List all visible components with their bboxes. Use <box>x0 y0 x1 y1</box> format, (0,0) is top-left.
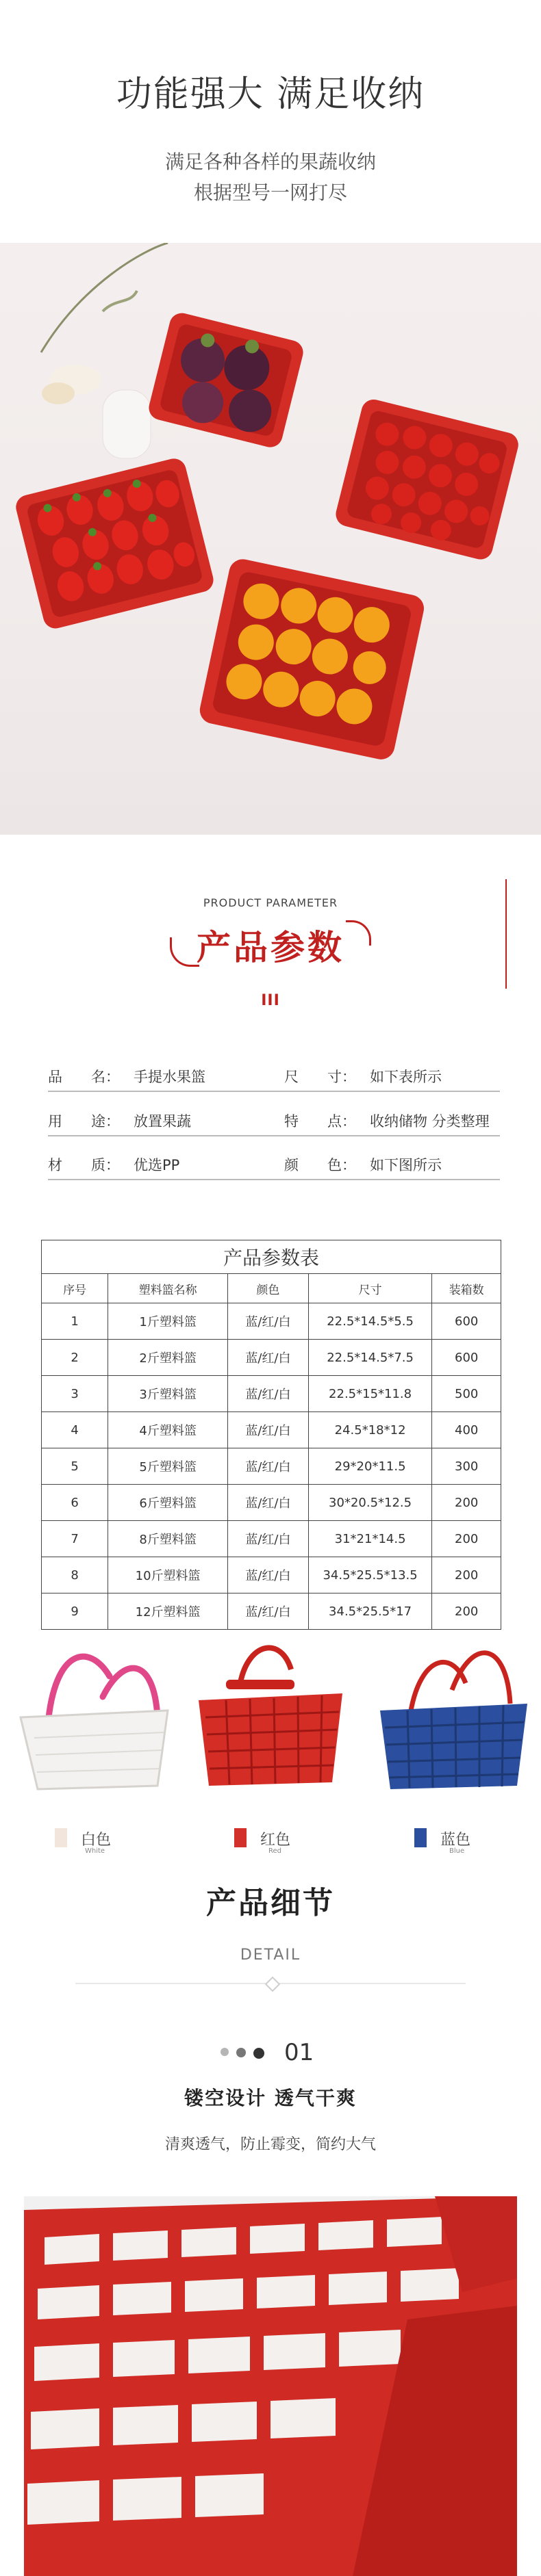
table-cell: 12斤塑料篮 <box>108 1593 228 1630</box>
spec-value: 优选PP <box>134 1157 180 1173</box>
table-cell: 1 <box>42 1303 108 1340</box>
color-swatch-white <box>55 1828 67 1847</box>
table-cell: 24.5*18*12 <box>308 1412 432 1448</box>
feature-dot-2 <box>236 2048 246 2057</box>
color-label-red: 红色 <box>260 1832 291 1849</box>
feature-dot-3 <box>253 2048 264 2059</box>
spec-key: 颜 色： <box>284 1157 356 1173</box>
table-cell: 200 <box>432 1593 501 1630</box>
table-cell: 600 <box>432 1303 501 1340</box>
table-row <box>42 1412 501 1448</box>
table-cell: 8斤塑料篮 <box>108 1521 228 1557</box>
table-cell: 8 <box>42 1557 108 1593</box>
table-header-cell: 序号 <box>42 1274 108 1303</box>
table-cell: 蓝/红/白 <box>228 1340 309 1376</box>
spec-value: 收纳储物 分类整理 <box>370 1113 490 1130</box>
table-cell: 6 <box>42 1485 108 1521</box>
feature-description: 清爽透气，防止霉变，简约大气 <box>164 2136 376 2153</box>
spec-row-material <box>48 1147 500 1180</box>
basket-closeup-illustration <box>24 2196 517 2576</box>
table-cell: 22.5*15*11.8 <box>308 1376 432 1412</box>
table-cell: 蓝/红/白 <box>228 1521 309 1557</box>
hero-subtitle-2: 根据型号一网打尽 <box>193 181 347 204</box>
table-cell: 22.5*14.5*7.5 <box>308 1340 432 1376</box>
hero-title: 功能强大 满足收纳 <box>116 74 425 115</box>
detail-divider-dot <box>265 1977 281 1992</box>
table-cell: 30*20.5*12.5 <box>308 1485 432 1521</box>
table-cell: 3 <box>42 1376 108 1412</box>
parameter-table <box>41 1240 501 1630</box>
fruit-baskets-illustration <box>0 243 541 835</box>
basket-color-variants <box>0 1635 541 1799</box>
table-cell: 2斤塑料篮 <box>108 1340 228 1376</box>
heading-decor-line <box>505 879 507 989</box>
table-cell: 蓝/红/白 <box>228 1557 309 1593</box>
spec-key: 尺 寸： <box>284 1069 356 1085</box>
table-cell: 6斤塑料篮 <box>108 1485 228 1521</box>
color-label-blue-en: Blue <box>449 1847 465 1855</box>
table-cell: 蓝/红/白 <box>228 1412 309 1448</box>
table-cell: 蓝/红/白 <box>228 1485 309 1521</box>
feature-title: 镂空设计 透气干爽 <box>184 2087 357 2109</box>
table-cell: 5 <box>42 1448 108 1485</box>
table-row <box>42 1340 501 1376</box>
table-cell: 29*20*11.5 <box>308 1448 432 1485</box>
hero-section <box>0 0 541 835</box>
table-cell: 蓝/红/白 <box>228 1593 309 1630</box>
table-cell: 34.5*25.5*17 <box>308 1593 432 1630</box>
spec-value: 如下表所示 <box>370 1069 442 1085</box>
color-label-white: 白色 <box>81 1832 112 1849</box>
color-swatch-blue <box>414 1828 427 1847</box>
color-swatch-red <box>234 1828 247 1847</box>
table-cell: 9 <box>42 1593 108 1630</box>
color-label-red-en: Red <box>268 1847 281 1855</box>
spec-key: 用 途： <box>48 1113 120 1130</box>
table-cell: 34.5*25.5*13.5 <box>308 1557 432 1593</box>
spec-key: 品 名： <box>48 1069 120 1085</box>
table-cell: 10斤塑料篮 <box>108 1557 228 1593</box>
table-cell: 3斤塑料篮 <box>108 1376 228 1412</box>
table-cell: 600 <box>432 1340 501 1376</box>
table-row <box>42 1557 501 1593</box>
spec-key: 特 点： <box>284 1113 356 1130</box>
table-header-cell: 尺寸 <box>308 1274 432 1303</box>
detail-heading-cn: 产品细节 <box>206 1886 335 1921</box>
table-caption: 产品参数表 <box>42 1240 501 1274</box>
detail-heading-en: DETAIL <box>240 1947 301 1964</box>
table-row <box>42 1448 501 1485</box>
table-header-cell: 颜色 <box>228 1274 309 1303</box>
parameter-heading-cn: 产品参数 <box>197 928 344 967</box>
white-basket-image <box>21 1656 168 1789</box>
table-row <box>42 1521 501 1557</box>
spec-row-name <box>48 1059 500 1092</box>
table-header-cell: 装箱数 <box>432 1274 501 1303</box>
table-cell: 22.5*14.5*5.5 <box>308 1303 432 1340</box>
feature-number: 01 <box>284 2039 314 2066</box>
table-row <box>42 1303 501 1340</box>
fruit-baskets-photo <box>0 243 541 835</box>
spec-key: 材 质： <box>48 1157 120 1173</box>
table-cell: 400 <box>432 1412 501 1448</box>
table-cell: 300 <box>432 1448 501 1485</box>
table-row <box>42 1593 501 1630</box>
table-row <box>42 1376 501 1412</box>
blue-basket-image <box>380 1653 527 1789</box>
table-cell: 4斤塑料篮 <box>108 1412 228 1448</box>
table-cell: 200 <box>432 1557 501 1593</box>
table-cell: 31*21*14.5 <box>308 1521 432 1557</box>
table-cell: 蓝/红/白 <box>228 1303 309 1340</box>
table-cell: 4 <box>42 1412 108 1448</box>
color-label-blue: 蓝色 <box>440 1832 471 1849</box>
table-cell: 500 <box>432 1376 501 1412</box>
basket-closeup-photo <box>24 2196 517 2576</box>
table-header-row <box>42 1274 501 1303</box>
table-cell: 200 <box>432 1485 501 1521</box>
spec-value: 放置果蔬 <box>134 1113 191 1130</box>
table-cell: 蓝/红/白 <box>228 1448 309 1485</box>
table-cell: 2 <box>42 1340 108 1376</box>
table-header-cell: 塑料篮名称 <box>108 1274 228 1303</box>
color-label-white-en: White <box>85 1847 105 1855</box>
red-basket-image <box>199 1648 342 1786</box>
table-row <box>42 1485 501 1521</box>
table-cell: 7 <box>42 1521 108 1557</box>
feature-dot-1 <box>221 2048 229 2056</box>
spec-row-usage <box>48 1104 500 1136</box>
table-cell: 1斤塑料篮 <box>108 1303 228 1340</box>
table-cell: 蓝/红/白 <box>228 1376 309 1412</box>
heading-decor-mark: III <box>261 992 280 1009</box>
hero-subtitle-1: 满足各种各样的果蔬收纳 <box>164 151 376 173</box>
spec-value: 如下图所示 <box>370 1157 442 1173</box>
spec-value: 手提水果篮 <box>134 1069 205 1085</box>
table-cell: 200 <box>432 1521 501 1557</box>
parameter-heading-en: PRODUCT PARAMETER <box>203 896 338 909</box>
table-cell: 5斤塑料篮 <box>108 1448 228 1485</box>
